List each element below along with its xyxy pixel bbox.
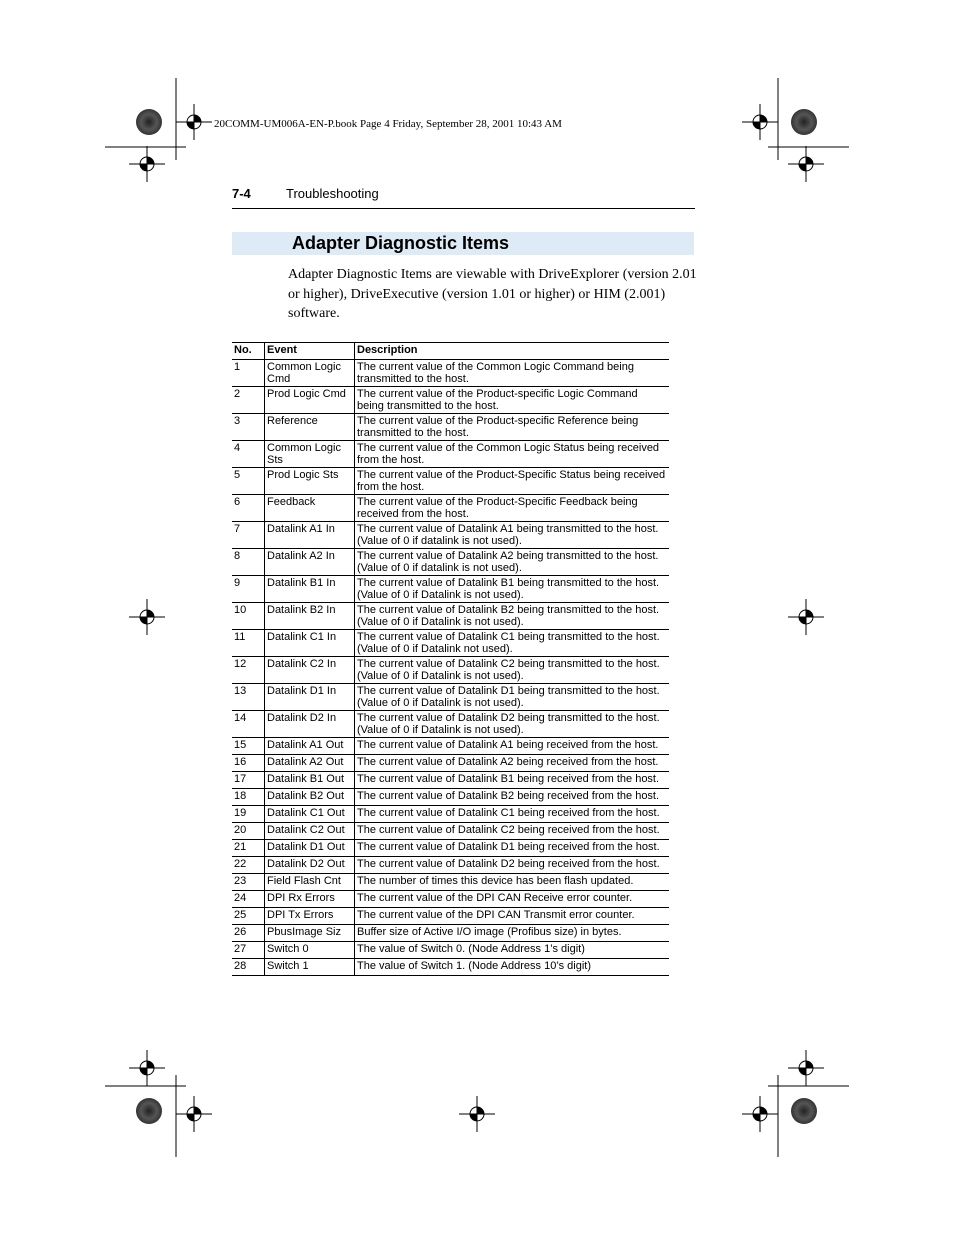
cell-description: The current value of Datalink B1 being received from the host. bbox=[355, 772, 670, 789]
cell-description: Buffer size of Active I/O image (Profibus size) in bytes. bbox=[355, 925, 670, 942]
table-row bbox=[232, 360, 669, 387]
table-row bbox=[232, 823, 669, 840]
table-row bbox=[232, 891, 669, 908]
cell-no: 6 bbox=[232, 495, 265, 522]
cell-description: The current value of the DPI CAN Transmit error counter. bbox=[355, 908, 670, 925]
cell-description: The current value of Datalink B2 being received from the host. bbox=[355, 789, 670, 806]
cell-event: Datalink C2 Out bbox=[265, 823, 355, 840]
cell-event: Datalink C2 In bbox=[265, 657, 355, 684]
cell-event: Datalink D1 Out bbox=[265, 840, 355, 857]
cell-event: Prod Logic Cmd bbox=[265, 387, 355, 414]
cell-description: The current value of Datalink A1 being transmitted to the host. (Value of 0 if datalink is not used). bbox=[355, 522, 670, 549]
table-row bbox=[232, 684, 669, 711]
cell-no: 9 bbox=[232, 576, 265, 603]
header-event: Event bbox=[265, 343, 355, 360]
starburst-mark bbox=[791, 1098, 817, 1124]
table-row bbox=[232, 959, 669, 976]
table-row bbox=[232, 925, 669, 942]
cell-event: Datalink C1 Out bbox=[265, 806, 355, 823]
cell-description: The current value of the Product-specific Logic Command being transmitted to the host. bbox=[355, 387, 670, 414]
table-row bbox=[232, 549, 669, 576]
cell-no: 12 bbox=[232, 657, 265, 684]
cell-description: The current value of Datalink C2 being transmitted to the host. (Value of 0 if Datalink is not used). bbox=[355, 657, 670, 684]
cell-event: Common Logic Sts bbox=[265, 441, 355, 468]
header-description: Description bbox=[355, 343, 670, 360]
cell-description: The current value of the Common Logic Status being received from the host. bbox=[355, 441, 670, 468]
table-row bbox=[232, 738, 669, 755]
cell-description: The value of Switch 0. (Node Address 1’s digit) bbox=[355, 942, 670, 959]
cell-no: 16 bbox=[232, 755, 265, 772]
table-row bbox=[232, 522, 669, 549]
starburst-mark bbox=[136, 109, 162, 135]
table-row bbox=[232, 840, 669, 857]
table-row bbox=[232, 942, 669, 959]
starburst-mark bbox=[791, 109, 817, 135]
crosshair-mark bbox=[459, 1096, 495, 1132]
table-row bbox=[232, 387, 669, 414]
cell-description: The current value of Datalink A2 being received from the host. bbox=[355, 755, 670, 772]
cell-description: The value of Switch 1. (Node Address 10’s digit) bbox=[355, 959, 670, 976]
cell-event: Switch 0 bbox=[265, 942, 355, 959]
cell-no: 27 bbox=[232, 942, 265, 959]
cell-no: 3 bbox=[232, 414, 265, 441]
cell-no: 8 bbox=[232, 549, 265, 576]
cell-no: 21 bbox=[232, 840, 265, 857]
table-row bbox=[232, 772, 669, 789]
cell-event: Feedback bbox=[265, 495, 355, 522]
cell-description: The current value of the Product-specific Reference being transmitted to the host. bbox=[355, 414, 670, 441]
crosshair-mark bbox=[788, 599, 824, 635]
crosshair-mark bbox=[129, 1050, 165, 1086]
cell-description: The current value of the DPI CAN Receive error counter. bbox=[355, 891, 670, 908]
table-row bbox=[232, 857, 669, 874]
cell-no: 24 bbox=[232, 891, 265, 908]
crosshair-mark bbox=[788, 146, 824, 182]
cell-description: The current value of Datalink D2 being received from the host. bbox=[355, 857, 670, 874]
cell-event: Datalink A2 Out bbox=[265, 755, 355, 772]
cell-description: The current value of the Product-Specific Feedback being received from the host. bbox=[355, 495, 670, 522]
cell-event: Datalink B1 In bbox=[265, 576, 355, 603]
cell-description: The current value of the Product-Specific Status being received from the host. bbox=[355, 468, 670, 495]
cell-description: The current value of Datalink D1 being transmitted to the host. (Value of 0 if Datalink is not used). bbox=[355, 684, 670, 711]
table-row bbox=[232, 495, 669, 522]
crosshair-mark bbox=[176, 1096, 212, 1132]
cell-no: 25 bbox=[232, 908, 265, 925]
cell-event: Reference bbox=[265, 414, 355, 441]
cell-description: The number of times this device has been flash updated. bbox=[355, 874, 670, 891]
chapter-title: Troubleshooting bbox=[286, 186, 379, 201]
header-no: No. bbox=[232, 343, 265, 360]
crosshair-mark bbox=[788, 1050, 824, 1086]
section-title: Adapter Diagnostic Items bbox=[292, 233, 510, 253]
cell-description: The current value of Datalink A2 being transmitted to the host. (Value of 0 if datalink is not used). bbox=[355, 549, 670, 576]
table-row bbox=[232, 576, 669, 603]
cell-no: 5 bbox=[232, 468, 265, 495]
table-row bbox=[232, 603, 669, 630]
cell-no: 20 bbox=[232, 823, 265, 840]
cell-no: 22 bbox=[232, 857, 265, 874]
cell-description: The current value of Datalink C1 being transmitted to the host. (Value of 0 if Datalink not used). bbox=[355, 630, 670, 657]
table-row bbox=[232, 711, 669, 738]
cell-description: The current value of Datalink B2 being transmitted to the host. (Value of 0 if Datalink is not used). bbox=[355, 603, 670, 630]
cell-event: PbusImage Siz bbox=[265, 925, 355, 942]
table-row bbox=[232, 806, 669, 823]
cell-no: 14 bbox=[232, 711, 265, 738]
cell-event: Common Logic Cmd bbox=[265, 360, 355, 387]
table-row bbox=[232, 755, 669, 772]
cell-event: Datalink A2 In bbox=[265, 549, 355, 576]
starburst-mark bbox=[136, 1098, 162, 1124]
cell-event: Datalink C1 In bbox=[265, 630, 355, 657]
cell-event: Datalink B2 In bbox=[265, 603, 355, 630]
table-row bbox=[232, 468, 669, 495]
cell-no: 4 bbox=[232, 441, 265, 468]
cell-description: The current value of Datalink D1 being received from the host. bbox=[355, 840, 670, 857]
cell-event: DPI Tx Errors bbox=[265, 908, 355, 925]
crosshair-mark bbox=[176, 104, 212, 140]
table-row bbox=[232, 657, 669, 684]
cell-event: Datalink D1 In bbox=[265, 684, 355, 711]
table-row bbox=[232, 441, 669, 468]
cell-no: 23 bbox=[232, 874, 265, 891]
table-row bbox=[232, 789, 669, 806]
cell-no: 2 bbox=[232, 387, 265, 414]
cell-event: Switch 1 bbox=[265, 959, 355, 976]
print-slug: 20COMM-UM006A-EN-P.book Page 4 Friday, September 28, 2001 10:43 AM bbox=[214, 118, 562, 130]
crosshair-mark bbox=[742, 104, 778, 140]
cell-event: Datalink A1 Out bbox=[265, 738, 355, 755]
cell-no: 28 bbox=[232, 959, 265, 976]
cell-no: 17 bbox=[232, 772, 265, 789]
cell-no: 26 bbox=[232, 925, 265, 942]
section-heading-band bbox=[232, 232, 694, 255]
cell-event: Field Flash Cnt bbox=[265, 874, 355, 891]
table-header-row bbox=[232, 343, 669, 360]
cell-no: 15 bbox=[232, 738, 265, 755]
cell-event: Datalink A1 In bbox=[265, 522, 355, 549]
cell-description: The current value of the Common Logic Command being transmitted to the host. bbox=[355, 360, 670, 387]
cell-description: The current value of Datalink D2 being transmitted to the host. (Value of 0 if Datalink is not used). bbox=[355, 711, 670, 738]
diagnostic-items-table bbox=[232, 342, 669, 976]
crosshair-mark bbox=[742, 1096, 778, 1132]
table-row bbox=[232, 414, 669, 441]
cell-description: The current value of Datalink A1 being received from the host. bbox=[355, 738, 670, 755]
cell-no: 18 bbox=[232, 789, 265, 806]
cell-event: Datalink B2 Out bbox=[265, 789, 355, 806]
cell-no: 7 bbox=[232, 522, 265, 549]
cell-no: 13 bbox=[232, 684, 265, 711]
crosshair-mark bbox=[129, 599, 165, 635]
cell-event: Datalink D2 Out bbox=[265, 857, 355, 874]
table-row bbox=[232, 874, 669, 891]
page-number: 7-4 bbox=[232, 186, 251, 201]
table-row bbox=[232, 630, 669, 657]
page-header bbox=[232, 184, 695, 209]
cell-event: Datalink B1 Out bbox=[265, 772, 355, 789]
cell-event: Prod Logic Sts bbox=[265, 468, 355, 495]
cell-no: 19 bbox=[232, 806, 265, 823]
cell-description: The current value of Datalink C1 being received from the host. bbox=[355, 806, 670, 823]
intro-paragraph: Adapter Diagnostic Items are viewable with DriveExplorer (version 2.01 or higher), DriveExecutive (version 1.01 or higher) or HIM (2.001) software. bbox=[288, 267, 697, 321]
cell-no: 1 bbox=[232, 360, 265, 387]
cell-event: Datalink D2 In bbox=[265, 711, 355, 738]
cell-no: 11 bbox=[232, 630, 265, 657]
cell-event: DPI Rx Errors bbox=[265, 891, 355, 908]
crosshair-mark bbox=[129, 146, 165, 182]
cell-no: 10 bbox=[232, 603, 265, 630]
cell-description: The current value of Datalink C2 being received from the host. bbox=[355, 823, 670, 840]
table-row bbox=[232, 908, 669, 925]
cell-description: The current value of Datalink B1 being transmitted to the host. (Value of 0 if Datalink is not used). bbox=[355, 576, 670, 603]
